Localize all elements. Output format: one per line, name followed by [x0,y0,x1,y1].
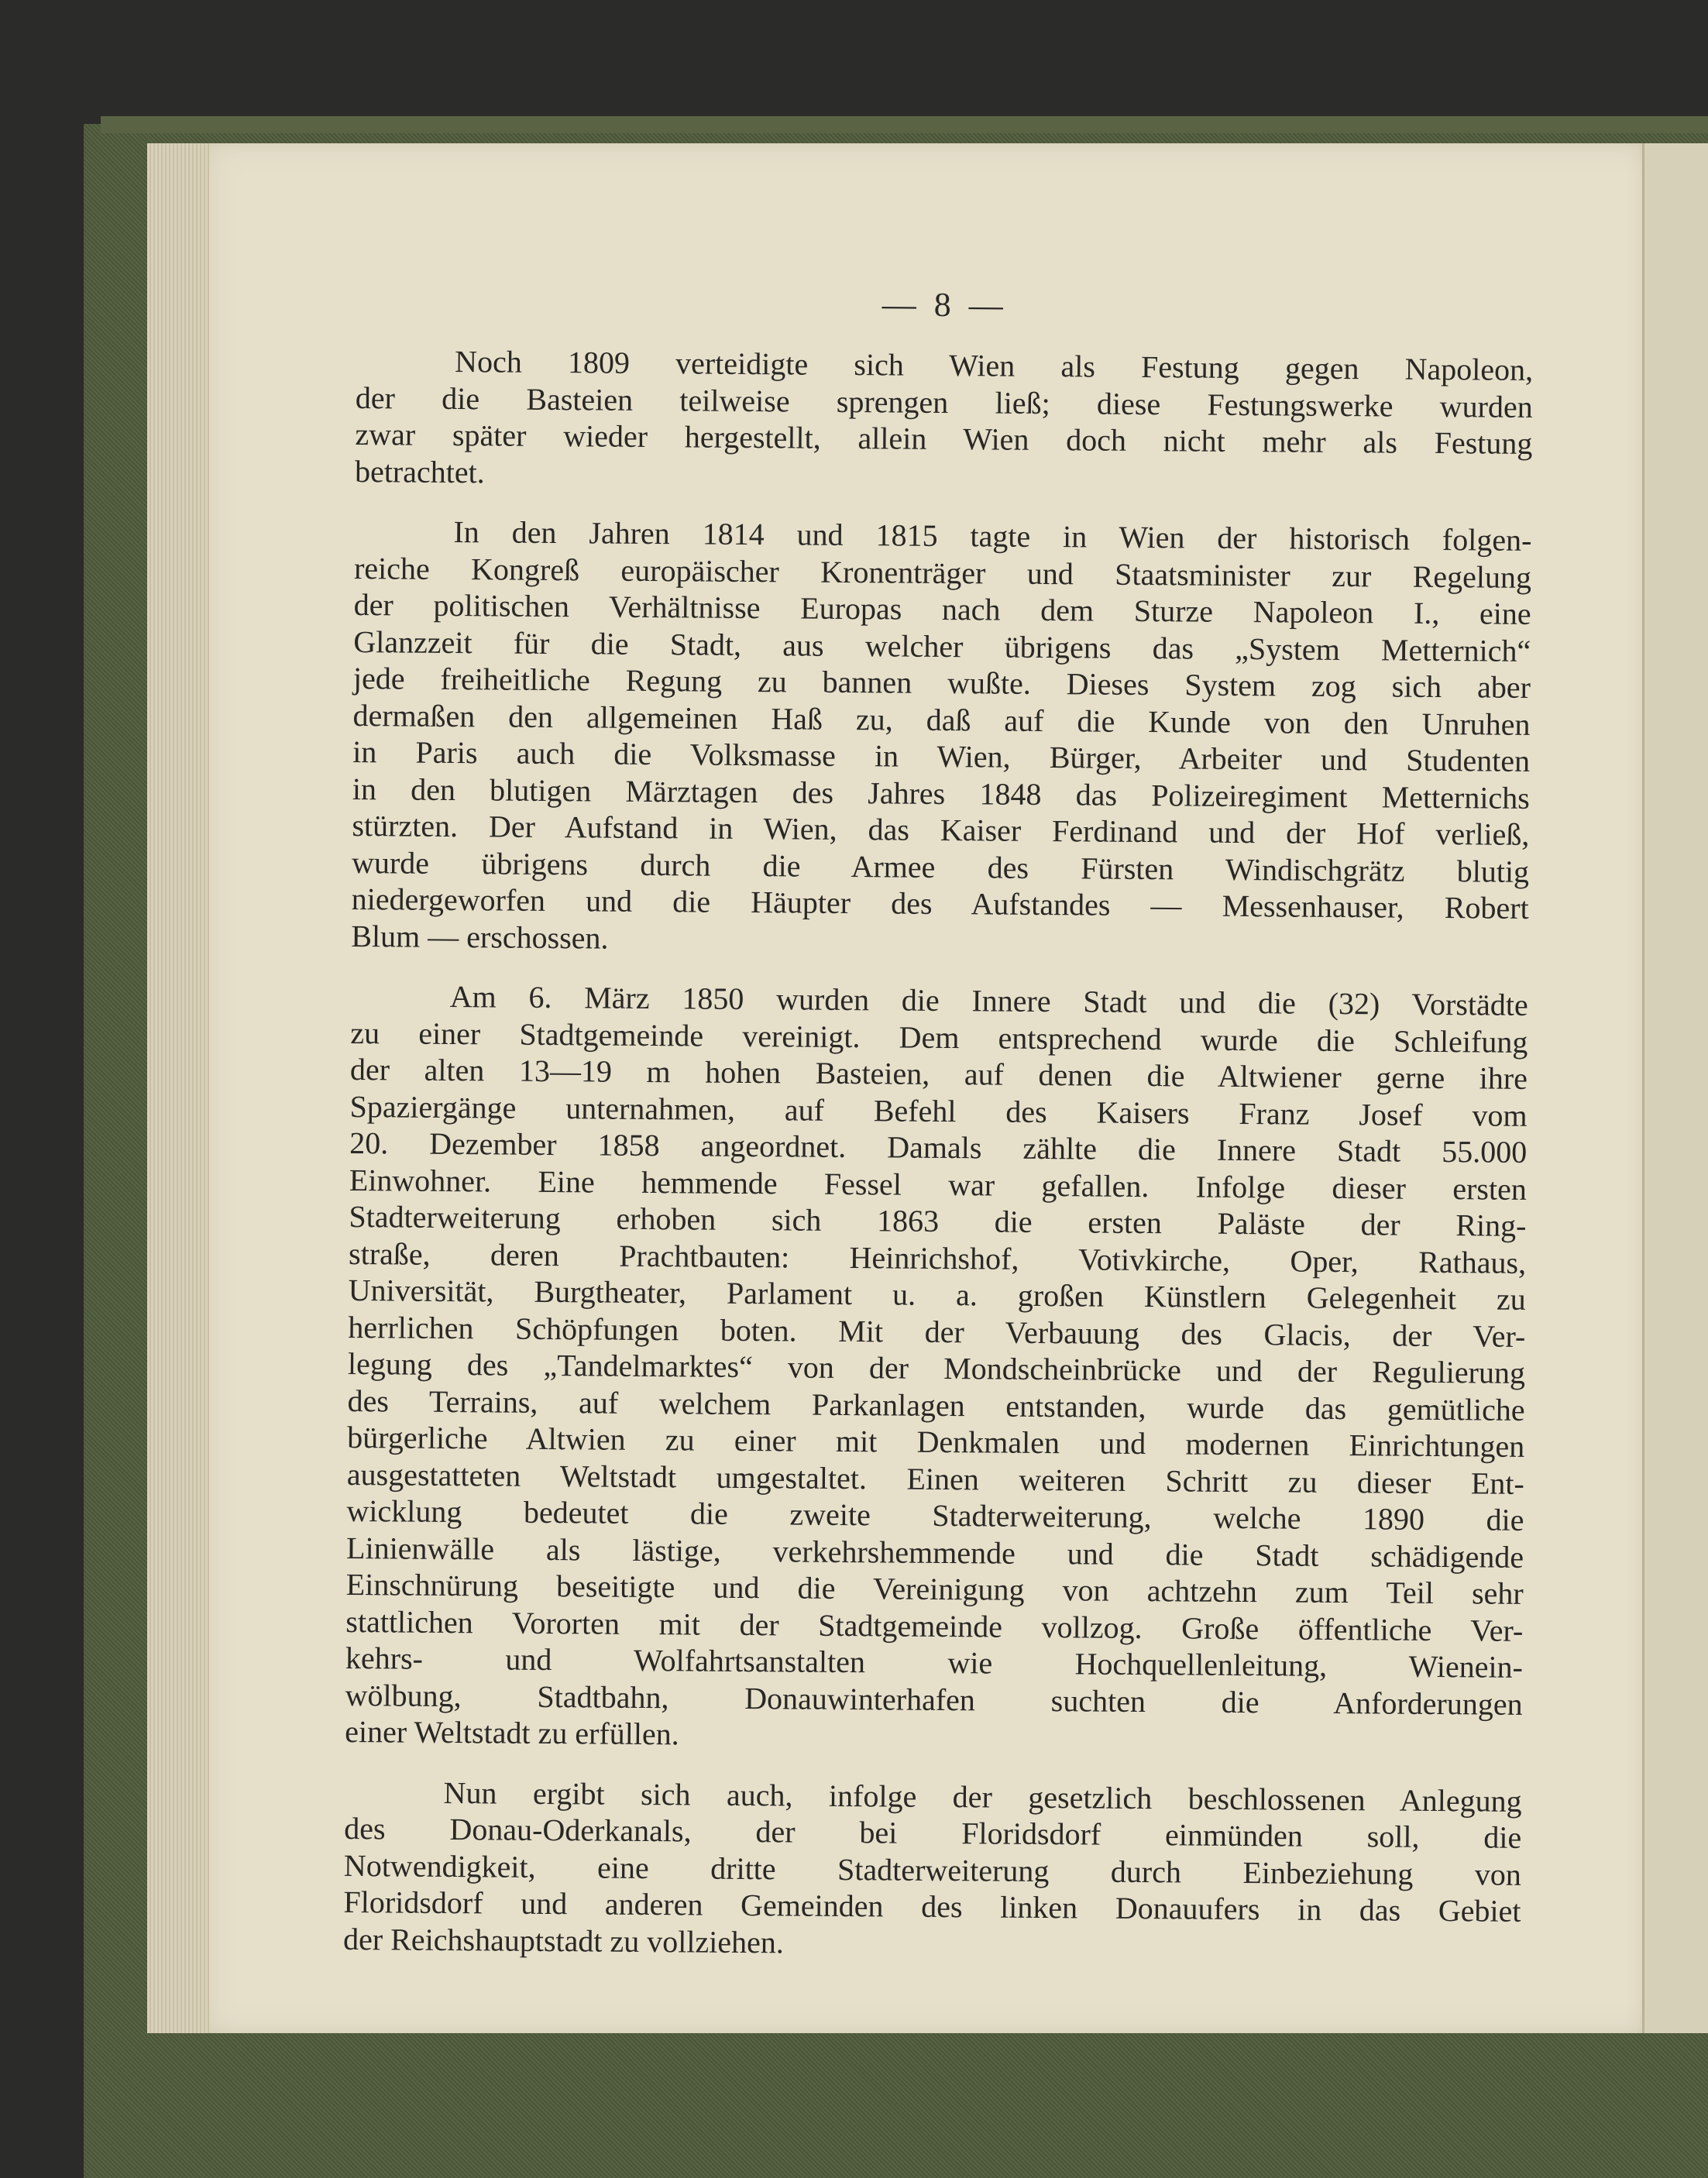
text-line: des Donau-Oderkanals, der bei Floridsdorf einmünden soll, die [344,1810,1522,1855]
text-line: Stadterweiterung erhoben sich 1863 die ersten Paläste der Ring- [349,1198,1527,1243]
text-line: jede freiheitliche Regung zu bannen wußte. Dieses System zog sich aber [352,660,1531,705]
paragraph [355,342,1533,499]
book-cover-top-edge [101,116,1708,133]
text-line: Glanzzeit für die Stadt, aus welcher übrigens das „System Metternich“ [353,624,1531,668]
text-line: in Paris auch die Volksmasse in Wien, Bürger, Arbeiter und Studenten [352,733,1531,778]
text-line: der politischen Verhältnisse Europas nach dem Sturze Napoleon I., eine [353,586,1531,631]
page-number: — 8 — [881,285,1008,325]
text-line: straße, deren Prachtbauten: Heinrichshof, Votivkirche, Oper, Rathaus, [348,1235,1527,1280]
text-line: stattlichen Vororten mit der Stadtgemeinde vollzog. Große öffentliche Ver- [345,1603,1524,1648]
text-line: niedergeworfen und die Häupter des Aufstandes — Messenhauser, Robert [351,881,1529,926]
text-line: stürzten. Der Aufstand in Wien, das Kaiser Ferdinand und der Hof verließ, [352,807,1530,852]
text-line: Noch 1809 verteidigte sich Wien als Festung gegen Napoleon, [454,344,1534,387]
text-line: betrachtet. [354,453,485,490]
text-line: Blum — erschossen. [351,918,609,956]
text-line: Einschnürung beseitigte und die Vereinigung von achtzehn zum Teil sehr [345,1566,1524,1611]
text-line: einer Weltstadt zu erfüllen. [345,1713,679,1752]
text-line: wölbung, Stadtbahn, Donauwinterhafen suchten die Anforderungen [345,1677,1523,1722]
text-line: 20. Dezember 1858 angeordnet. Damals zählte die Innere Stadt 55.000 [349,1125,1528,1170]
text-line: in den blutigen Märztagen des Jahres 1848 das Polizeiregiment Metternichs [352,771,1530,816]
text-line: zwar später wieder hergestellt, allein Wien doch nicht mehr als Festung [355,416,1533,461]
text-line: Notwendigkeit, eine dritte Stadterweiterung durch Einbeziehung von [343,1847,1522,1892]
text-line: In den Jahren 1814 und 1815 tagte in Wien der historisch folgen- [453,514,1532,558]
text-line: kehrs- und Wolfahrtsanstalten wie Hochquellenleitung, Wienein- [345,1640,1524,1685]
text-line: bürgerliche Altwien zu einer mit Denkmalen und modernen Einrichtungen [347,1419,1525,1464]
text-line: wurde übrigens durch die Armee des Fürsten Windischgrätz blutig [351,844,1530,889]
paragraph [351,513,1531,964]
text-line: Nun ergibt sich auch, infolge der gesetzlich beschlossenen Anlegung [443,1774,1522,1819]
text-line: der die Basteien teilweise sprengen ließ; diese Festungswerke wurden [355,380,1533,424]
text-line: Universität, Burgtheater, Parlament u. a. großen Künstlern Gelegenheit zu [348,1272,1526,1317]
text-line: Linienwälle als lästige, verkehrshemmende und die Stadt schädigende [345,1530,1524,1575]
text-line: reiche Kongreß europäischer Kronenträger und Staatsminister zur Regelung [353,550,1532,595]
text-line: des Terrains, auf welchem Parkanlagen entstanden, wurde das gemütliche [347,1383,1525,1427]
paragraphs [343,342,1533,1967]
text-line: der alten 13—19 m hohen Basteien, auf denen die Altwiener gerne ihre [349,1051,1528,1096]
text-line: legung des „Tandelmarktes“ von der Mondscheinbrücke und der Regulierung [347,1345,1526,1390]
text-line: Spaziergänge unternahmen, auf Befehl des Kaisers Franz Josef vom [349,1088,1528,1133]
text-line: herrlichen Schöpfungen boten. Mit der Verbauung des Glacis, der Ver- [348,1309,1526,1354]
text-line: wicklung bedeutet die zweite Stadterweiterung, welche 1890 die [346,1493,1524,1537]
text-line: Am 6. März 1850 wurden die Innere Stadt und die (32) Vorstädte [449,978,1528,1022]
text-line: Floridsdorf und anderen Gemeinden des linken Donauufers in das Gebiet [343,1884,1521,1929]
text-line: der Reichshauptstadt zu vollziehen. [342,1921,785,1960]
page-stack-edges [147,143,209,2033]
text-line: dermaßen den allgemeinen Haß zu, daß auf die Kunde von den Unruhen [352,697,1531,742]
text-line: ausgestatteten Weltstadt umgestaltet. Einen weiteren Schritt zu dieser Ent- [346,1456,1525,1501]
text-line: Einwohner. Eine hemmende Fessel war gefallen. Infolge dieser ersten [349,1162,1527,1207]
paragraph [343,1773,1522,1966]
text-line: zu einer Stadtgemeinde vereinigt. Dem entsprechend wurde die Schleifung [350,1015,1528,1060]
page-text [343,279,1534,1967]
next-page-edge [1642,143,1708,2033]
paragraph [345,977,1528,1759]
